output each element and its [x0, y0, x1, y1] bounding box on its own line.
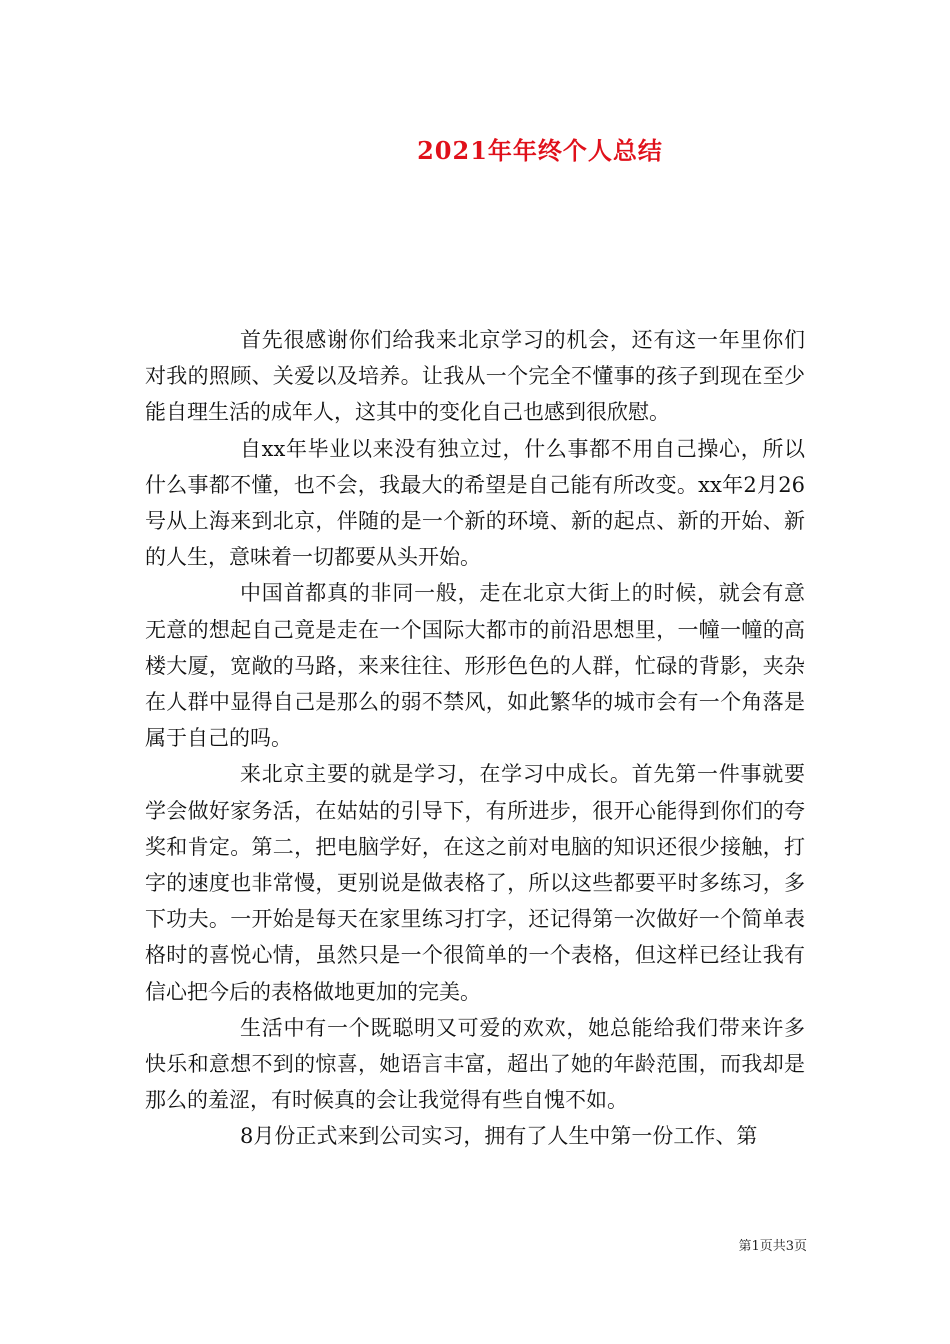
document-body [145, 322, 805, 1155]
paragraph-6: 8月份正式来到公司实习，拥有了人生中第一份工作、第 [240, 1124, 758, 1149]
paragraph-1: 首先很感谢你们给我来北京学习的机会，还有这一年里你们对我的照顾、关爱以及培养。让我从一个完全不懂事的孩子到现在至少能自理生活的成年人，这其中的变化自己也感到很欣慰。 [145, 328, 805, 425]
paragraph-4: 来北京主要的就是学习，在学习中成长。首先第一件事就要学会做好家务活，在姑姑的引导下，有所进步，很开心能得到你们的夸奖和肯定。第二，把电脑学好，在这之前对电脑的知识还很少接触，打字的速度也非常慢，更别说是做表格了，所以这些都要平时多练习，多下功夫。一开始是每天在家里练习打字，还记得第一次做好一个简单表格时的喜悦心情，虽然只是一个很简单的一个表格，但这样已经让我有信心把今后的表格做地更加的完美。 [145, 762, 805, 1004]
page-number-footer: 第1页共3页 [738, 1239, 807, 1254]
paragraph-3: 中国首都真的非同一般，走在北京大街上的时候，就会有意无意的想起自己竟是走在一个国际大都市的前沿思想里，一幢一幢的高楼大厦，宽敞的马路，来来往往、形形色色的人群，忙碌的背影，夹杂在人群中显得自己是那么的弱不禁风，如此繁华的城市会有一个角落是属于自己的吗。 [145, 581, 805, 751]
paragraph-2: 自xx年毕业以来没有独立过，什么事都不用自己操心，所以什么事都不懂，也不会，我最大的希望是自己能有所改变。xx年2月26号从上海来到北京，伴随的是一个新的环境、新的起点、新的开始、新的人生，意味着一切都要从头开始。 [145, 436, 805, 570]
document-title: 2021年年终个人总结 [417, 136, 663, 165]
paragraph-5: 生活中有一个既聪明又可爱的欢欢，她总能给我们带来许多快乐和意想不到的惊喜，她语言丰富，超出了她的年龄范围，而我却是那么的羞涩，有时候真的会让我觉得有些自愧不如。 [145, 1015, 805, 1113]
